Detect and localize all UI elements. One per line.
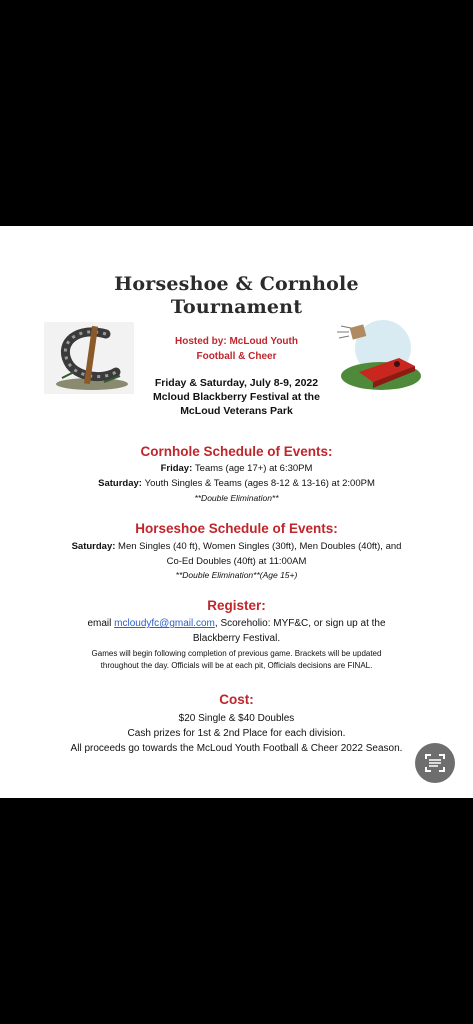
cornhole-saturday: [0, 477, 473, 490]
friday-label: Friday:: [160, 463, 193, 474]
register-note2: throughout the day. Officials will be at each pit, Officials decisions are FINAL.: [100, 661, 373, 670]
hs-saturday-label: Saturday:: [71, 541, 116, 552]
register-notes: [0, 648, 473, 672]
scan-text-button[interactable]: [415, 743, 455, 783]
cost-details: [0, 711, 473, 756]
register-line2: Blackberry Festival.: [192, 633, 281, 644]
tournament-flyer: [0, 226, 473, 798]
cornhole-note: **Double Elimination**: [194, 493, 279, 503]
email-prefix: email: [87, 618, 112, 629]
horseshoe-heading: Horseshoe Schedule of Events:: [135, 521, 338, 536]
flyer-title-line2: Tournament: [170, 296, 303, 318]
email-suffix: , Scoreholio: MYF&C, or sign up at the: [214, 618, 386, 629]
horseshoe-saturday: [0, 540, 473, 553]
friday-text: Teams (age 17+) at 6:30PM: [194, 463, 313, 474]
saturday-text: Youth Singles & Teams (ages 8-12 & 13-16) at 2:00PM: [144, 478, 375, 489]
date-line1: Friday & Saturday, July 8-9, 2022: [154, 377, 319, 389]
register-note1: Games will begin following completion of previous game. Brackets will be updated: [91, 649, 382, 658]
cornhole-heading: Cornhole Schedule of Events:: [140, 444, 333, 459]
date-line2: Mcloud Blackberry Festival at the: [153, 391, 320, 403]
email-link[interactable]: mcloudyfc@gmail.com: [114, 618, 215, 629]
hs-saturday-text: Men Singles (40 ft), Women Singles (30ft), Men Doubles (40ft), and: [118, 541, 402, 552]
horseshoe-note: **Double Elimination**(Age 15+): [175, 570, 298, 580]
event-date-location: [0, 376, 473, 418]
hosted-line2: Football & Cheer: [196, 351, 277, 362]
saturday-label: Saturday:: [98, 478, 142, 489]
flyer-title-line1: Horseshoe & Cornhole: [114, 273, 359, 295]
horseshoe-line2: Co-Ed Doubles (40ft) at 11:00AM: [166, 556, 307, 567]
date-line3: McLoud Veterans Park: [180, 405, 293, 417]
hosted-line1: Hosted by: McLoud Youth: [175, 336, 298, 347]
cost-line2: Cash prizes for 1st & 2nd Place for each division.: [127, 728, 346, 739]
register-line1: [0, 617, 473, 630]
cost-heading: Cost:: [219, 692, 254, 707]
register-heading: Register:: [207, 598, 266, 613]
cost-line1: $20 Single & $40 Doubles: [178, 713, 295, 724]
cost-line3: All proceeds go towards the McLoud Youth Football & Cheer 2022 Season.: [70, 743, 403, 754]
scan-text-icon: [415, 743, 455, 783]
cornhole-friday: [0, 462, 473, 475]
